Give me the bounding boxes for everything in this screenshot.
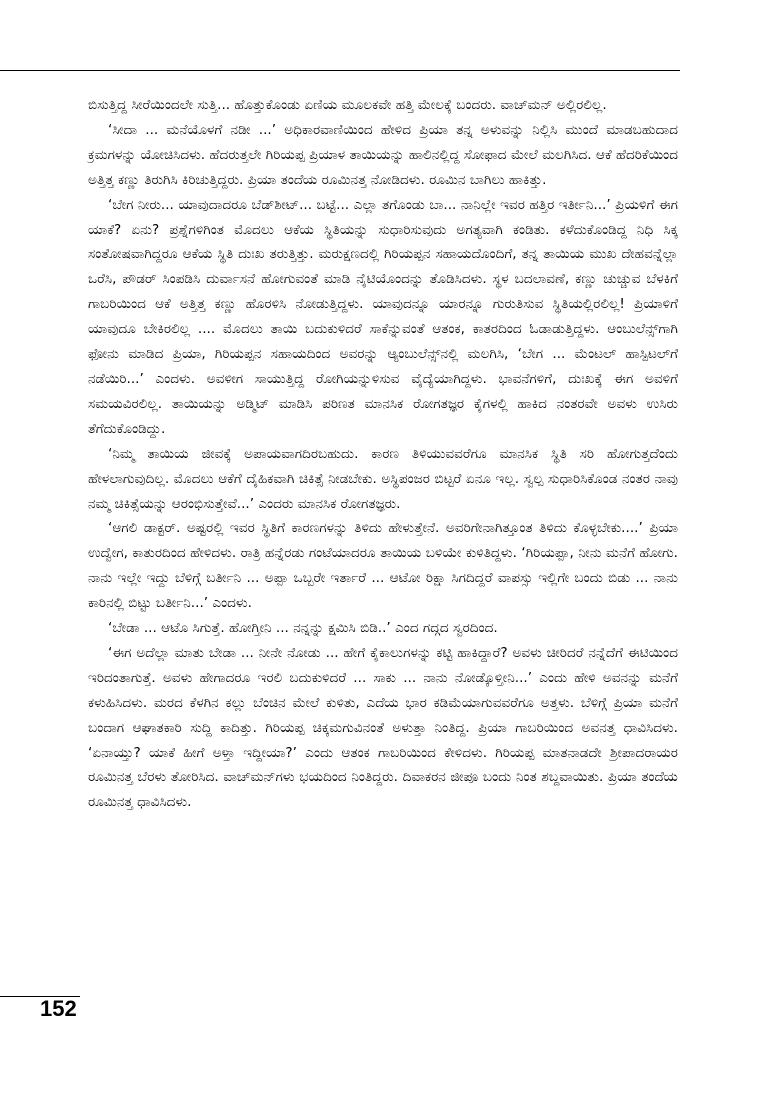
page-number: 152 — [40, 996, 77, 1021]
body-text — [88, 93, 678, 815]
header-rule — [0, 70, 680, 71]
paragraph-5: ‘ಆಗಲಿ ಡಾಕ್ಟರ್. ಅಷ್ಟರಲ್ಲಿ ಇವರ ಸ್ಥಿತಿಗೆ ಕಾರಣಗಳನ್ನು ತಿಳಿದು ಹೇಳುತ್ತೇನೆ. ಅವರಿಗೇನಾಗಿತ್ತೂಂತ ತಿಳಿದು ಕೊಳ್ಳಬೇಕು....’ ಪ್ರಿಯಾ ಉದ್ವೇಗ, ಕಾತುರದಿಂದ ಹೇಳಿದಳು. ರಾತ್ರಿ ಹನ್ನೆರಡು ಗಂಟೆಯಾದರೂ ತಾಯಿಯ ಬಳಿಯೇ ಕುಳಿತಿದ್ದಳು. ‘ಗಿರಿಯಪ್ಪಾ, ನೀನು ಮನೆಗೆ ಹೋಗು. ನಾನು ಇಲ್ಲೇ ಇದ್ದು ಬೆಳಿಗ್ಗೆ ಬರ್ತೀನಿ ... ಅಪ್ಪಾ ಒಬ್ಬರೇ ಇರ್ತಾರೆ ... ಆಟೋ ರಿಕ್ಷಾ ಸಿಗದಿದ್ದರೆ ವಾಪಸ್ಸು ಇಲ್ಲಿಗೇ ಬಂದು ಬಿಡು ... ನಾನು ಕಾರಿನಲ್ಲಿ ಬಿಟ್ಟು ಬರ್ತೀನಿ...’ ಎಂದಳು. — [88, 520, 678, 612]
paragraph-4: ‘ನಿಮ್ಮ ತಾಯಿಯ ಜೀವಕ್ಕೆ ಅಪಾಯವಾಗದಿರಬಹುದು. ಕಾರಣ ತಿಳಿಯುವವರೆಗೂ ಮಾನಸಿಕ ಸ್ಥಿತಿ ಸರಿ ಹೋಗುತ್ತದೆಂದು ಹೇಳಲಾಗುವುದಿಲ್ಲ. ಮೊದಲು ಆಕೆಗೆ ದೈಹಿಕವಾಗಿ ಚಿಕಿತ್ಸೆ ನೀಡಬೇಕು. ಅಸ್ಥಿಪಂಜರ ಬಿಟ್ಟರೆ ಏನೂ ಇಲ್ಲ. ಸ್ವಲ್ಪ ಸುಧಾರಿಸಿಕೊಂಡ ನಂತರ ನಾವು ನಮ್ಮ ಚಿಕಿತ್ಸೆಯನ್ನು ಆರಂಭಿಸುತ್ತೇವೆ...’ ಎಂದರು ಮಾನಸಿಕ ರೋಗತಜ್ಞರು. — [88, 445, 678, 512]
paragraph-2: ‘ಸೀದಾ ... ಮನೆಯೊಳಗೆ ನಡೀ ...’ ಅಧಿಕಾರವಾಣಿಯಿಂದ ಹೇಳಿದ ಪ್ರಿಯಾ ತನ್ನ ಅಳುವನ್ನು ನಿಲ್ಲಿಸಿ ಮುಂದೆ ಮಾಡಬಹುದಾದ ಕ್ರಮಗಳನ್ನು ಯೋಚಿಸಿದಳು. ಹೆದರುತ್ತಲೇ ಗಿರಿಯಪ್ಪ ಪ್ರಿಯಾಳ ತಾಯಿಯನ್ನು ಹಾಲಿನಲ್ಲಿದ್ದ ಸೋಫಾದ ಮೇಲೆ ಮಲಗಿಸಿದ. ಆಕೆ ಹೆದರಿಕೆಯಿಂದ ಅತ್ತಿತ್ತ ಕಣ್ಣು ತಿರುಗಿಸಿ ಕಿರಿಚುತ್ತಿದ್ದರು. ಪ್ರಿಯಾ ತಂದೆಯ ರೂಮಿನತ್ತ ನೋಡಿದಳು. ರೂಮಿನ ಬಾಗಿಲು ಹಾಕಿತ್ತು. — [88, 121, 678, 188]
paragraph-7: ‘ಈಗ ಅದೆಲ್ಲಾ ಮಾತು ಬೇಡಾ ... ನೀನೇ ನೋಡು ... ಹೇಗೆ ಕೈಕಾಲುಗಳನ್ನು ಕಟ್ಟಿ ಹಾಕಿದ್ದಾರೆ? ಅವಳು ಚೀರಿದರೆ ನನ್ನೆದೆಗೆ ಈಟಿಯಿಂದ ಇರಿದಂತಾಗುತ್ತೆ. ಅವಳು ಹೇಗಾದರೂ ಇರಲಿ ಬದುಕುಳಿದರೆ ... ಸಾಕು ... ನಾನು ನೋಡ್ಕೊಳ್ತೀನಿ...’ ಎಂದು ಹೇಳಿ ಅವನನ್ನು ಮನೆಗೆ ಕಳುಹಿಸಿದಳು. ಮರದ ಕೆಳಗಿನ ಕಲ್ಲು ಬೆಂಚಿನ ಮೇಲೆ ಕುಳಿತು, ಎದೆಯ ಭಾರ ಕಡಿಮೆಯಾಗುವವರೆಗೂ ಅತ್ತಳು. ಬೆಳಿಗ್ಗೆ ಪ್ರಿಯಾ ಮನೆಗೆ ಬಂದಾಗ ಆಘಾತಕಾರಿ ಸುದ್ದಿ ಕಾದಿತ್ತು. ಗಿರಿಯಪ್ಪ ಚಿಕ್ಕಮಗುವಿನಂತೆ ಅಳುತ್ತಾ ನಿಂತಿದ್ದ. ಪ್ರಿಯಾ ಗಾಬರಿಯಿಂದ ಅವನತ್ತ ಧಾವಿಸಿದಳು. ‘ಏನಾಯ್ತು? ಯಾಕೆ ಹೀಗೆ ಅಳ್ತಾ ಇದ್ದೀಯಾ?’ ಎಂದು ಆತಂಕ ಗಾಬರಿಯಿಂದ ಕೇಳಿದಳು. ಗಿರಿಯಪ್ಪ ಮಾತನಾಡದೇ ಶ್ರೀಪಾದರಾಯರ ರೂಮಿನತ್ತ ಬೆರಳು ತೋರಿಸಿದ. ವಾಚ್‌ಮನ್‌ಗಳು ಭಯದಿಂದ ನಿಂತಿದ್ದರು. ದಿವಾಕರನ ಜೀಪೂ ಬಂದು ನಿಂತ ಶಬ್ದವಾಯಿತು. ಪ್ರಿಯಾ ತಂದೆಯ ರೂಮಿನತ್ತ ಧಾವಿಸಿದಳು. — [88, 644, 678, 811]
paragraph-1: ಬಿಸುತ್ತಿದ್ದ ಸೀರೆಯಿಂದಲೇ ಸುತ್ತಿ... ಹೊತ್ತುಕೊಂಡು ಏಣಿಯ ಮೂಲಕವೇ ಹತ್ತಿ ಮೇಲಕ್ಕೆ ಬಂದರು. ವಾಚ್‌ಮನ್ ಅಲ್ಲಿರಲಿಲ್ಲ. — [88, 97, 607, 113]
paragraph-3: ‘ಬೇಗ ನೀರು... ಯಾವುದಾದರೂ ಬೆಡ್‌ಶೀಟ್... ಬಟ್ಟೆ... ಎಲ್ಲಾ ತಗೊಂಡು ಬಾ... ನಾನಿಲ್ಲೇ ಇವರ ಹತ್ತಿರ ಇರ್ತೀನಿ...’ ಪ್ರಿಯಳಿಗೆ ಈಗ ಯಾಕೆ? ಏನು? ಪ್ರಶ್ನೆಗಳಿಗಿಂತ ಮೊದಲು ಆಕೆಯ ಸ್ಥಿತಿಯನ್ನು ಸುಧಾರಿಸುವುದು ಅಗತ್ಯವಾಗಿ ಕಂಡಿತು. ಕಳೆದುಕೊಂಡಿದ್ದ ನಿಧಿ ಸಿಕ್ಕ ಸಂತೋಷವಾಗಿದ್ದರೂ ಆಕೆಯ ಸ್ಥಿತಿ ದುಃಖ ತರುತ್ತಿತ್ತು. ಮರುಕ್ಷಣದಲ್ಲಿ ಗಿರಿಯಪ್ಪನ ಸಹಾಯದೊಂದಿಗೆ, ತನ್ನ ತಾಯಿಯ ಮುಖ ದೇಹವನ್ನೆಲ್ಲಾ ಒರೆಸಿ, ಪೌಡರ್ ಸಿಂಪಡಿಸಿ ದುರ್ವಾಸನೆ ಹೋಗುವಂತೆ ಮಾಡಿ ನೈಟಿಯೊಂದನ್ನು ತೊಡಿಸಿದಳು. ಸ್ಥಳ ಬದಲಾವಣೆ, ಕಣ್ಣು ಚುಚ್ಚುವ ಬೆಳಕಿಗೆ ಗಾಬರಿಯಿಂದ ಆಕೆ ಅತ್ತಿತ್ತ ಕಣ್ಣು ಹೊರಳಿಸಿ ನೋಡುತ್ತಿದ್ದಳು. ಯಾವುದನ್ನೂ ಯಾರನ್ನೂ ಗುರುತಿಸುವ ಸ್ಥಿತಿಯಲ್ಲಿರಲಿಲ್ಲ! ಪ್ರಿಯಾಳಿಗೆ ಯಾವುದೂ ಬೇಕಿರಲಿಲ್ಲ .... ಮೊದಲು ತಾಯಿ ಬದುಕುಳಿದರೆ ಸಾಕೆನ್ನುವಂತೆ ಆತಂಕ, ಕಾತರದಿಂದ ಓಡಾಡುತ್ತಿದ್ದಳು. ಆಂಬುಲೆನ್ಸ್‌ಗಾಗಿ ಫೋನು ಮಾಡಿದ ಪ್ರಿಯಾ, ಗಿರಿಯಪ್ಪನ ಸಹಾಯದಿಂದ ಅವರನ್ನು ಆ್ಯಂಬುಲೆನ್ಸ್‌ನಲ್ಲಿ ಮಲಗಿಸಿ, ‘ಬೇಗ ... ಮೆಂಟಲ್ ಹಾಸ್ಪಿಟಲ್‌ಗೆ ನಡೆಯಿರಿ...’ ಎಂದಳು. ಅವಳೀಗ ಸಾಯುತ್ತಿದ್ದ ರೋಗಿಯನ್ನುಳಿಸುವ ವೈದ್ಯೆಯಾಗಿದ್ದಳು. ಭಾವನೆಗಳಿಗೆ, ದುಃಖಕ್ಕೆ ಈಗ ಅವಳಿಗೆ ಸಮಯವಿರಲಿಲ್ಲ. ತಾಯಿಯನ್ನು ಅಡ್ಮಿಟ್ ಮಾಡಿಸಿ ಪರಿಣತ ಮಾನಸಿಕ ರೋಗತಜ್ಞರ ಕೈಗಳಲ್ಲಿ ಹಾಕಿದ ನಂತರವೇ ಅವಳು ಉಸಿರು ತೆಗೆದುಕೊಂಡಿದ್ದು. — [88, 196, 678, 437]
paragraph-6: ‘ಬೇಡಾ ... ಆಟೊ ಸಿಗುತ್ತೆ. ಹೋಗ್ತೀನಿ ... ನನ್ನನ್ನು ಕ್ಷಮಿಸಿ ಬಿಡಿ..’ ಎಂದ ಗದ್ಗದ ಸ್ವರದಿಂದ. — [108, 620, 498, 637]
